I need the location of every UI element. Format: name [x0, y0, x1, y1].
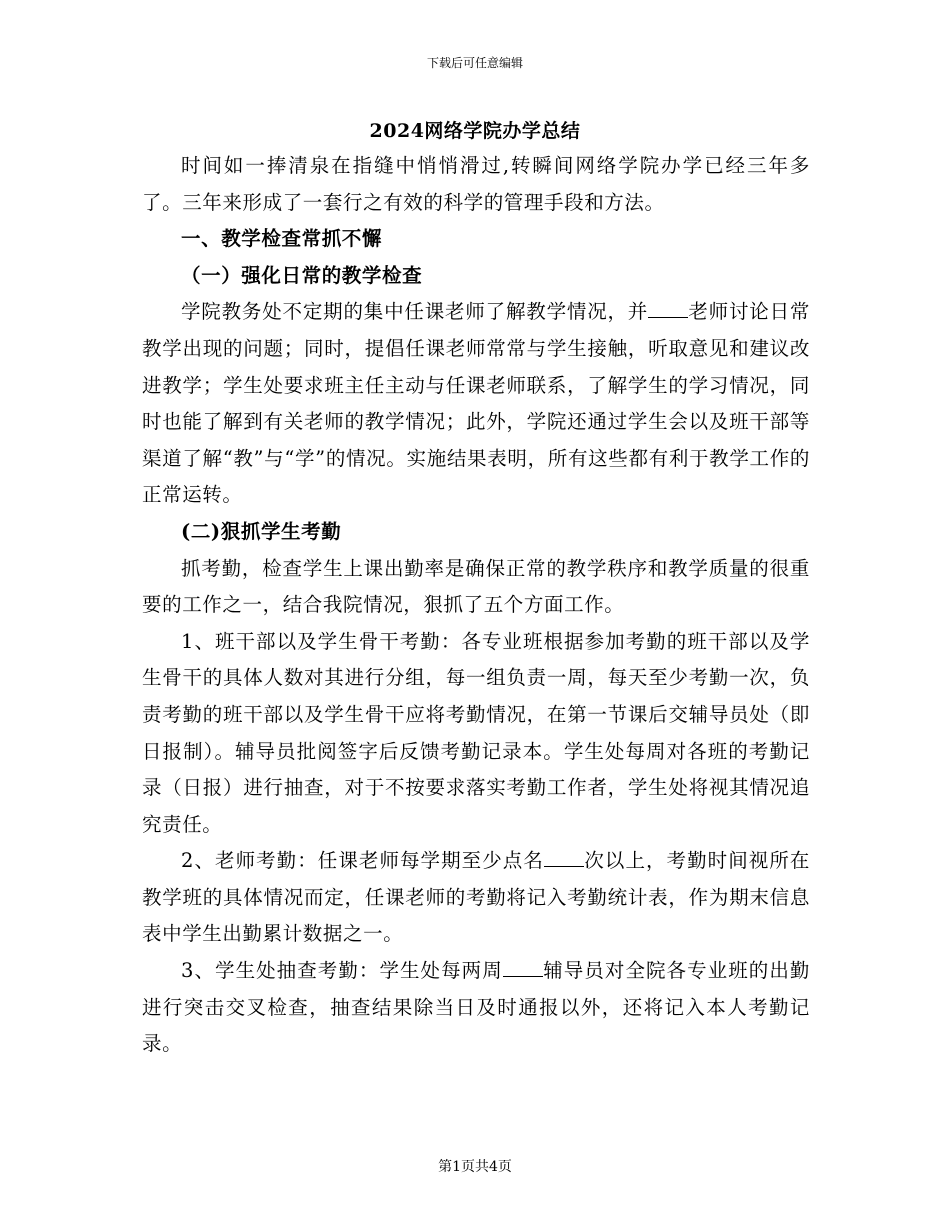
subsection-heading-1: （一）强化日常的教学检查 [181, 263, 423, 287]
list-item-3 [142, 953, 810, 1063]
paragraph-text: 2、老师考勤：任课老师每学期至少点名 [181, 849, 544, 873]
fill-in-blank [648, 300, 688, 319]
paragraph-text: 辅导员对全院各专业班的出勤进行突击交叉检查，抽查结果除当日及时通报以外，还将记入本人考勤记录。 [142, 959, 810, 1056]
section-heading-1: 一、教学检查常抓不懈 [181, 227, 383, 251]
paragraph-text: 老师讨论日常教学出现的问题；同时，提倡任课老师常常与学生接触，听取意见和建议改进教学；学生处要求班主任主动与任课老师联系，了解学生的学习情况，同时也能了解到有关老师的教学情况；此外，学院还通过学生会以及班干部等渠道了解“教”与“学”的情况。实施结果表明，所有这些都有利于教学工作的正常运转。 [142, 300, 810, 507]
list-item-1: 1、班干部以及学生骨干考勤：各专业班根据参加考勤的班干部以及学生骨干的具体人数对其进行分组，每一组负责一周，每天至少考勤一次，负责考勤的班干部以及学生骨干应将考勤情况，在第一节课后交辅导员处（即日报制）。辅导员批阅签字后反馈考勤记录本。学生处每周对各班的考勤记录（日报）进行抽查，对于不按要求落实考勤工作者，学生处将视其情况追究责任。 [142, 629, 810, 836]
paragraph-text: 次以上，考勤时间视所在教学班的具体情况而定，任课老师的考勤将记入考勤统计表，作为期末信息表中学生出勤累计数据之一。 [142, 849, 810, 946]
paragraph-text: 学院教务处不定期的集中任课老师了解教学情况，并 [181, 300, 649, 324]
page-footer: 第1页共4页 [438, 1159, 512, 1175]
document-title: 2024网络学院办学总结 [369, 120, 581, 142]
header-note: 下载后可任意编辑 [426, 56, 523, 70]
fill-in-blank [544, 849, 584, 868]
fill-in-blank [503, 959, 543, 978]
subsection-1-paragraph [142, 294, 810, 514]
subsection-heading-2: (二)狠抓学生考勤 [181, 519, 342, 543]
paragraph-text: 3、学生处抽查考勤：学生处每两周 [181, 959, 503, 983]
subsection-2-paragraph: 抓考勤，检查学生上课出勤率是确保正常的教学秩序和教学质量的很重要的工作之一，结合我院情况，狠抓了五个方面工作。 [142, 556, 810, 617]
intro-paragraph: 时间如一捧清泉在指缝中悄悄滑过,转瞬间网络学院办学已经三年多了。三年来形成了一套行之有效的科学的管理手段和方法。 [142, 154, 810, 214]
list-item-2 [142, 843, 810, 953]
document-body [142, 148, 810, 1063]
